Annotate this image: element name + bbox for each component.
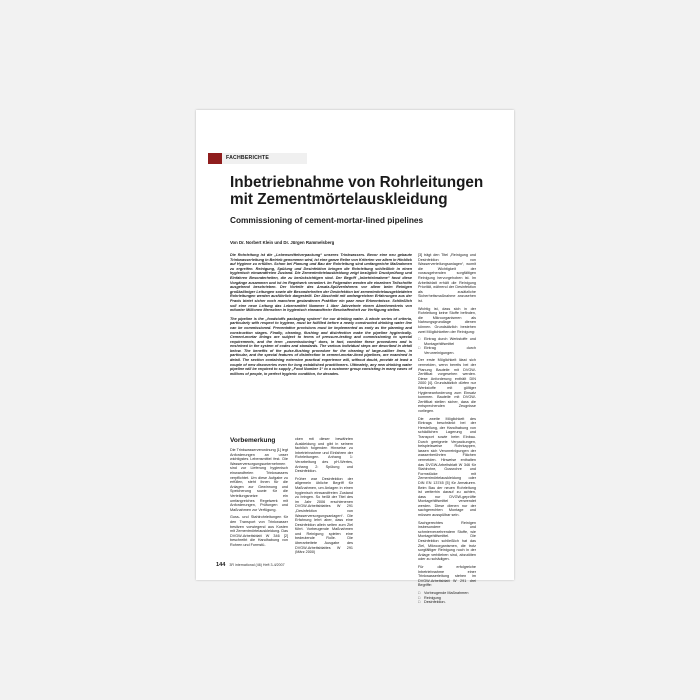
text-column-3 xyxy=(418,253,476,608)
article-title: Inbetriebnahme von Rohrleitungen mit Zementmörtelauskleidung xyxy=(230,174,484,208)
paragraph: Guss- und Stahlrohrleitungen für den Transport von Trinkwasser besitzen vorwiegend aus Kosten mit Zementmörtelauskleidung. Das DVGW-Arbeitsblatt W 346 [2] beschreibt die Handhabung von Rohren und Formstü- xyxy=(230,515,288,547)
journal-reference: 3R international (46) Heft 3-4/2007 xyxy=(229,563,285,567)
abstract-english: The pipeline is the „foodstuffs packaging system“ for our drinking water. A whole series of criteria, particularly with respect to hygiene, must be fulfilled before a newly constructed drinking water line can be commissioned. Preventative provisions must be implemented as early as the planning and construction stages. Finally, cleaning, flushing and disinfection make the pipeline hygienically. Cement-mortar linings are subject to terms of pressure-testing and commissioning to special requirements, and the term „commissioning“ does, in fact, combine these procedures and is enshrined in the system of codes and standards. The various individual steps are described in detail below. The benefits of the pulse-flushing procedure for the cleaning of large-caliber lines, in particular, and the special features of disinfection in cement-mortar-lined pipelines, are examined in detail. The section containing extensive practical experience will, without doubt, provide at least a couple of new discoveries even for long established practitioners. Ultimately, any new drinking water pipeline will be required to supply „Food Number 1“ to a customer group consisting in many cases of millions of people, in perfect hygienic condition, for decades. xyxy=(230,316,412,376)
abstract xyxy=(230,253,412,380)
list-item: □ Desinfektion. xyxy=(424,600,476,605)
section-tag-marker xyxy=(208,153,222,164)
list-item: □ Vorbeugende Maßnahmen xyxy=(424,591,476,596)
text-column-2 xyxy=(295,437,353,558)
bullet-list xyxy=(418,337,476,355)
paragraph: [3] trägt den Titel „Reinigung und Desinfektion von Wasserverteilungsanlagen“, womit die Wichtigkeit der vorausgehenden sorgfältigen Reinigung hervorgehoben ist. Im Arbeitsblatt erhält die Reinigung Priorität, während der Desinfektion als zusätzliche Sicherheitsmaßnahme anzusehen ist. xyxy=(418,253,476,303)
paragraph: Wichtig ist, dass sich in der Rohrleitung keine Stoffe befinden, die Mikroorganismen als Nahrungsgrundlage dienen können. Grundsätzlich bestehen zwei Möglichkeiten der Reinigung: xyxy=(418,306,476,334)
paragraph: Die Trinkwasserverordnung [1] legt Anforderungen an unser wichtigstes Lebensmittel fest. Die Wasserversorgungsunternehmen sind zur Lieferung hygienisch einwandfreien Trinkwassers verpflichtet. Um diese Aufgabe zu erfüllen, steht ihnen für die Anlagen zur Gewinnung und Speicherung sowie für die Verteilungsnetze ein umfangreiches Regelwerk mit Anforderungen, Prüfungen und Maßnahmen zur Verfügung. xyxy=(230,448,288,512)
list-item: □ Eintrag durch Verunreinigungen. xyxy=(424,346,476,355)
text-column-1 xyxy=(230,437,288,550)
paragraph: Die zweite Möglichkeit des Eintrags beschränkt bei der Herstellung, der Handhabung von schädlichen Lagerung und Transport sowie beim Einbau. Durch geeignete Verpackungen, beispielsweise Rohrkappen, lassen sich Verunreinigungen der wasserberührten Flächen vermeiden. Hinweise enthalten das DVGW-Arbeitsblatt W 346 für Stahlrohre, Gussrohre und Formstücke mit Zementmörtelauskleidung oder DIN EN 13745 [5] für Armaturen. Beim Bau der neuen Rohrleitung ist weiterhin darauf zu achten, dass nur DVGW-geprüfte Montagehilfsmittel verwendet werden. Diese dienen nur der sachgerechten Montage und müssen ausspülbar sein. xyxy=(418,416,476,518)
page-number: 144 xyxy=(216,562,226,568)
paragraph: Für die erfolgreiche Inbetriebnahme einer Trinkwasserleitung stehen im DVGW-Arbeitsblatt W 291 drei Begriffe: xyxy=(418,565,476,588)
list-item: □ Eintrag durch Werkstoffe und Montagehilfsmittel xyxy=(424,337,476,346)
page-footer xyxy=(216,562,285,568)
section-tag xyxy=(208,153,307,164)
paragraph: Sachgerechtes Reinigen insbesondere und schmierverzehrendem Stoffe, wie Montagehilfsmittel. Die Desinfektion schließlich hat das Ziel, Mikroorganismen, die trotz sorgfältiger Reinigung noch in der Anlage verblieben sind, abzutöten oder zu schädigen. xyxy=(418,520,476,562)
abstract-german: Die Rohrleitung ist die „Lebensmittelverpackung“ unseres Trinkwassers. Bevor eine neu gebaute Trinkwasserleitung in Betrieb genommen wird, ist eine ganze Reihe von Kriterien vor allem in Hinblick auf Hygiene zu erfüllen. Schon bei Planung und Bau der Rohrleitung sind umfangreiche Maßnahmen zu ergreifen. Reinigung, Spülung und Desinfektion bringen die Rohrleitung schließlich in einen hygienisch einwandfreien Zustand. Die Zementmörtelauskleidung zeigt bezüglich Druckprüfung und Einfahren Besonderheiten, die zu berücksichtigen sind. Der Begriff „Inbetriebnahme“ fasst diese Vorgänge zusammen und ist im Regelwerk verankert. Im Folgenden werden die einzelnen Teilschritte ausgehend beschrieben. Der Vorteile des Ansatz-Spülverfahrens vor allem beim Reinigen großkalibriger Leitungen sowie die Besonderheiten der Desinfektion bei zementmörtelausgekleideten Rohrleitungen werden ausführlich dargestellt. Der Abschnitt mit umfangreichen Erfahrungen aus der Praxis bietet sicher noch manchem gestandenen Praktiker ein paar neue Erkenntnisse. Schließlich soll eine neue Leitung das Lebensmittel Nummer 1 über Jahrzehnte einem Abnehmerkreis von mitunter Millionen Menschen in hygienisch einwandfreier Beschaffenheit zur Verfügung stellen. xyxy=(230,253,412,313)
paragraph: Der erste Möglichkeit lässt sich vermeiden, wenn bereits bei der Planung Bauteile mit DVGW-Zertifikat vorgesehen werden. Diese Anforderung enthält DIN 2000 [4]. Grundsätzlich dürfen nur Werkstoffe mit gültiger Hygieneanforderung zum Einsatz kommen. Bauteile mit DVGW-Zertifikat stellen sicher, dass die entsprechenden Zeugnisse vorliegen. xyxy=(418,358,476,413)
paragraph: cken mit dieser bewährten Auskleidung und gibt in seinem fachlich folgenden Hinweise zu Inbetriebnahme und Einfahren der Rohrleitungen. Anhang 1: Verarbeitung des pH-Wertes, Anhang 2: Spülung und Desinfektion. xyxy=(295,437,353,474)
list-item: □ Reinigung xyxy=(424,596,476,601)
bullet-list xyxy=(418,591,476,605)
journal-page xyxy=(196,110,514,605)
section-tag-label: FACHBERICHTE xyxy=(222,153,307,164)
section-heading: Vorbemerkung xyxy=(230,437,276,444)
paragraph: Früher war Desinfektion der allgemein übliche Begriff für Maßnahmen, um Anlagen in einen hygienisch einwandfreien Zustand zu bringen. So heißt der Titel des im Jahr 2006 erschienenen DVGW-Arbeitsblattes W 291 „Desinfektion von Wasserversorgungsanlagen“. Die Erfahrung lehrt aber, dass eine Desinfektion allein selten zum Ziel führt. Vorbeugende Maßnahmen und Reinigung spielen eine bedeutende Rolle. Die überarbeitete Ausgabe des DVGW-Arbeitsblattes W 291 (März 2000) xyxy=(295,476,353,555)
article-authors: Von Dr. Norbert Klein und Dr. Jürgen Rammelsberg xyxy=(230,240,335,245)
article-subtitle: Commissioning of cement-mortar-lined pipelines xyxy=(230,215,424,225)
